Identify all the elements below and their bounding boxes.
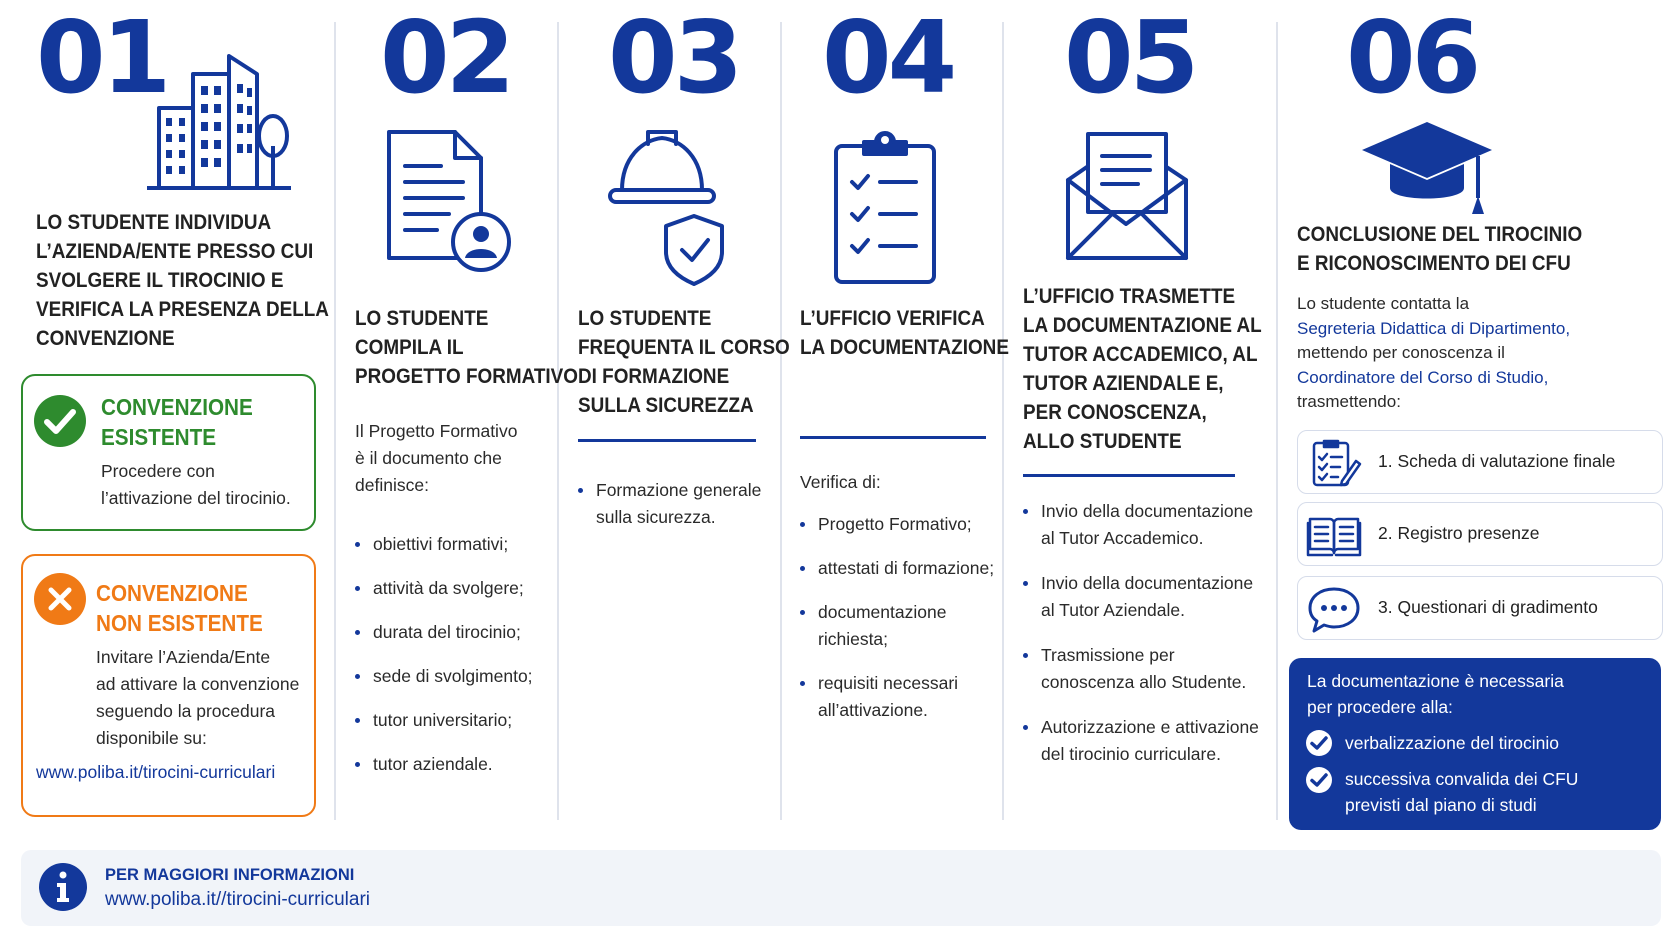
list-item: documentazione richiesta; xyxy=(800,599,994,653)
info-icon xyxy=(38,862,88,912)
list-item: attestati di formazione; xyxy=(800,555,994,582)
list-item: Autorizzazione e attivazione del tirocinio curriculare. xyxy=(1023,714,1259,768)
note-check-text: successiva convalida dei CFU previsti dal piano di studi xyxy=(1345,769,1579,815)
document-label: 3. Questionari di gradimento xyxy=(1378,597,1598,617)
check-circle-icon xyxy=(1305,729,1333,757)
step-heading: LO STUDENTE INDIVIDUA L’AZIENDA/ENTE PRESSO CUI SVOLGERE IL TIROCINIO E VERIFICA LA PRESENZA DELLA CONVENZIONE xyxy=(36,211,329,350)
column-separator xyxy=(780,22,782,820)
checklist-pen-icon xyxy=(1306,437,1362,489)
footer-title: PER MAGGIORI INFORMAZIONI xyxy=(105,866,355,884)
graduation-cap-icon xyxy=(1360,120,1494,216)
note-check-text: verbalizzazione del tirocinio xyxy=(1345,733,1559,753)
convenzione-link[interactable]: www.poliba.it/tirocini-curriculari xyxy=(36,762,276,782)
check-circle-icon xyxy=(33,394,87,448)
step-number: 04 xyxy=(822,0,954,116)
list-item: Formazione generale sulla sicurezza. xyxy=(578,477,761,531)
step-number: 02 xyxy=(380,0,512,116)
footer-link[interactable]: www.poliba.it//tirocini-curriculari xyxy=(105,889,371,910)
step-number: 05 xyxy=(1064,0,1196,116)
list-item: durata del tirocinio; xyxy=(355,610,533,654)
step-intro: Verifica di: xyxy=(800,472,881,492)
document-label: 1. Scheda di valutazione finale xyxy=(1378,451,1616,471)
convenzione-esistente-text: Procedere con l’attivazione del tirocinio. xyxy=(101,461,291,508)
note-title: La documentazione è necessaria per procedere alla: xyxy=(1307,671,1564,717)
convenzione-non-esistente-text: Invitare l’Azienda/Ente ad attivare la convenzione seguendo la procedura disponibile su: xyxy=(96,647,300,748)
section-rule xyxy=(800,436,986,439)
list-item: obiettivi formativi; xyxy=(355,522,533,566)
step-number: 06 xyxy=(1346,0,1478,116)
step-bullets-05 xyxy=(1023,498,1259,768)
envelope-icon xyxy=(1064,130,1190,264)
convenzione-esistente-title: CONVENZIONE ESISTENTE xyxy=(101,394,253,450)
step-bullets-03 xyxy=(578,477,761,531)
open-book-icon xyxy=(1306,509,1362,561)
list-item: tutor aziendale. xyxy=(355,742,533,786)
footer-info-bar xyxy=(21,850,1661,926)
step-number: 01 xyxy=(36,0,168,116)
column-separator xyxy=(557,22,559,820)
step-bullets-04 xyxy=(800,511,994,724)
convenzione-non-esistente-card xyxy=(21,554,316,817)
step-intro: Lo studente contatta la Segreteria Didattica di Dipartimento, mettendo per conoscenza il Coordinatore del Corso di Studio, trasmettendo: xyxy=(1297,294,1571,411)
section-rule xyxy=(578,439,756,442)
documentation-note xyxy=(1289,658,1661,830)
clipboard-checklist-icon xyxy=(832,124,938,286)
step-heading: L’UFFICIO TRASMETTE LA DOCUMENTAZIONE AL TUTOR ACCADEMICO, AL TUTOR AZIENDALE E, PER CONOSCENZA, ALLO STUDENTE xyxy=(1023,285,1262,453)
list-item: Progetto Formativo; xyxy=(800,511,994,538)
list-item: requisiti necessari all’attivazione. xyxy=(800,670,994,724)
document-label: 2. Registro presenze xyxy=(1378,523,1540,543)
buildings-icon xyxy=(143,52,295,192)
document-item xyxy=(1297,576,1663,640)
step-bullets xyxy=(355,522,533,786)
convenzione-non-esistente-title: CONVENZIONE NON ESISTENTE xyxy=(96,580,263,636)
step-heading: LO STUDENTE COMPILA IL PROGETTO FORMATIVO xyxy=(355,307,578,388)
document-item xyxy=(1297,502,1663,566)
segreteria-link[interactable]: Segreteria Didattica di Dipartimento, xyxy=(1297,318,1571,338)
step-heading: LO STUDENTE FREQUENTA IL CORSO DI FORMAZIONE SULLA SICUREZZA xyxy=(578,307,790,417)
list-item: tutor universitario; xyxy=(355,698,533,742)
list-item: Trasmissione per conoscenza allo Studente. xyxy=(1023,642,1259,696)
list-item: attività da svolgere; xyxy=(355,566,533,610)
helmet-shield-icon xyxy=(608,128,728,286)
list-item: Invio della documentazione al Tutor Accademico. xyxy=(1023,498,1259,552)
step-heading: CONCLUSIONE DEL TIROCINIO E RICONOSCIMENTO DEI CFU xyxy=(1297,223,1583,275)
column-separator xyxy=(334,22,336,820)
step-number: 03 xyxy=(608,0,740,116)
list-item: Invio della documentazione al Tutor Aziendale. xyxy=(1023,570,1259,624)
list-item: sede di svolgimento; xyxy=(355,654,533,698)
chat-bubble-icon xyxy=(1306,583,1362,635)
document-item xyxy=(1297,430,1663,494)
section-rule xyxy=(1023,474,1235,477)
step-intro: Il Progetto Formativo è il documento che definisce: xyxy=(355,421,518,495)
column-separator xyxy=(1002,22,1004,820)
close-circle-icon xyxy=(33,572,87,626)
column-separator xyxy=(1276,22,1278,820)
coordinatore-link[interactable]: Coordinatore del Corso di Studio, xyxy=(1297,367,1549,387)
step-heading: L’UFFICIO VERIFICA LA DOCUMENTAZIONE xyxy=(800,307,1009,359)
document-user-icon xyxy=(385,128,513,276)
convenzione-esistente-card xyxy=(21,374,316,531)
check-circle-icon xyxy=(1305,766,1333,794)
